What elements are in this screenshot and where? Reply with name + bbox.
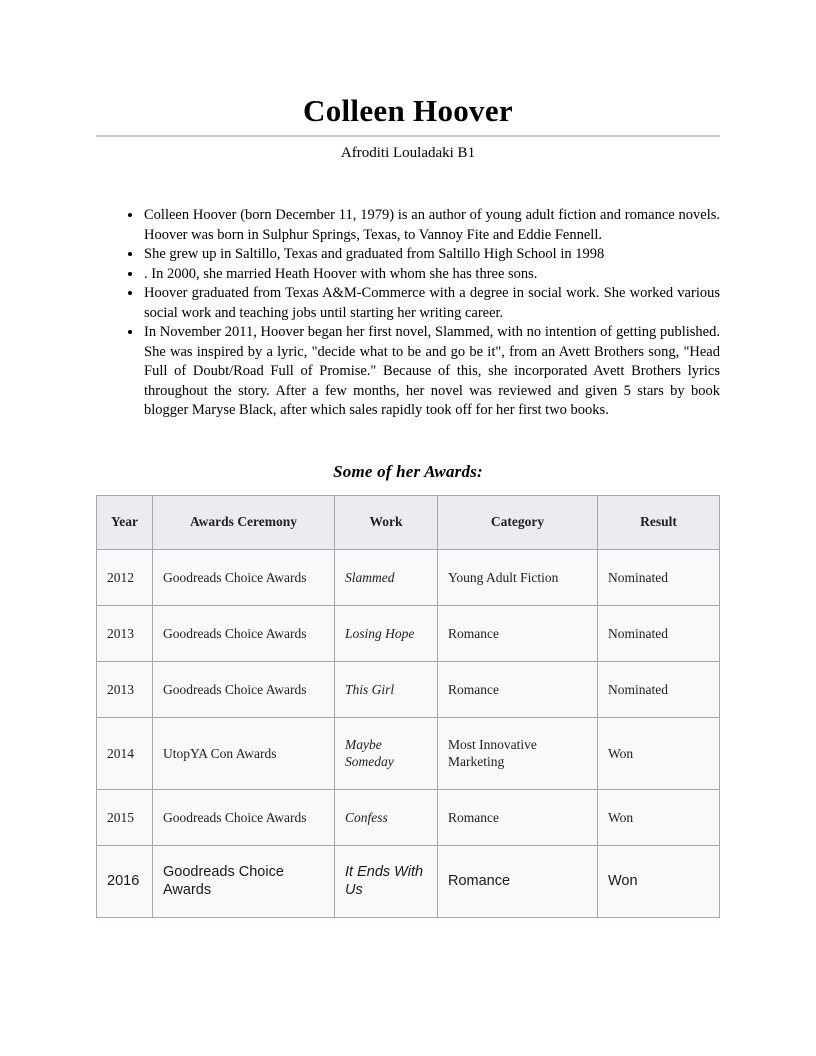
cell-result: Nominated [598, 661, 720, 717]
cell-year: 2013 [97, 605, 153, 661]
page-title: Colleen Hoover [303, 93, 513, 128]
cell-result: Nominated [598, 605, 720, 661]
cell-work: It Ends With Us [335, 845, 438, 917]
cell-ceremony: UtopYA Con Awards [153, 717, 335, 789]
cell-category: Romance [438, 605, 598, 661]
cell-ceremony: Goodreads Choice Awards [153, 549, 335, 605]
bio-bullet-list [96, 206, 720, 421]
bullet-item: • Colleen Hoover (born December 11, 1979) is an author of young adult fiction and romance novels. Hoover was born in Sulphur Springs, Texas, to Vannoy Fite and Eddie Fennell. [143, 206, 720, 245]
table-row [97, 661, 720, 717]
cell-work: Confess [335, 789, 438, 845]
column-header-work: Work [335, 495, 438, 549]
cell-category: Young Adult Fiction [438, 549, 598, 605]
cell-category: Most Innovative Marketing [438, 717, 598, 789]
bullet-item: • Hoover graduated from Texas A&M-Commerce with a degree in social work. She worked various social work and teaching jobs until starting her writing career. [143, 284, 720, 323]
cell-ceremony: Goodreads Choice Awards [153, 789, 335, 845]
cell-year: 2012 [97, 549, 153, 605]
cell-result: Won [598, 845, 720, 917]
page-subtitle: Afroditi Louladaki B1 [340, 145, 476, 161]
cell-year: 2016 [97, 845, 153, 917]
cell-ceremony: Goodreads Choice Awards [153, 605, 335, 661]
table-row [97, 549, 720, 605]
column-header-category: Category [438, 495, 598, 549]
cell-year: 2014 [97, 717, 153, 789]
table-row [97, 717, 720, 789]
cell-year: 2013 [97, 661, 153, 717]
cell-work: Losing Hope [335, 605, 438, 661]
cell-category: Romance [438, 789, 598, 845]
cell-category: Romance [438, 661, 598, 717]
header-row [97, 495, 720, 549]
bullet-item: • She grew up in Saltillo, Texas and graduated from Saltillo High School in 1998 [143, 245, 720, 265]
cell-work: Slammed [335, 549, 438, 605]
column-header-result: Result [598, 495, 720, 549]
bullet-item: • . In 2000, she married Heath Hoover with whom she has three sons. [143, 265, 720, 285]
cell-result: Won [598, 789, 720, 845]
cell-result: Won [598, 717, 720, 789]
awards-table-body [97, 549, 720, 917]
cell-ceremony: Goodreads Choice Awards [153, 661, 335, 717]
awards-heading: Some of her Awards: [333, 461, 483, 481]
column-header-awards-ceremony: Awards Ceremony [153, 495, 335, 549]
cell-year: 2015 [97, 789, 153, 845]
cell-work: This Girl [335, 661, 438, 717]
title-divider [96, 135, 720, 137]
column-header-year: Year [97, 495, 153, 549]
cell-category: Romance [438, 845, 598, 917]
awards-table-header [97, 495, 720, 549]
table-row [97, 789, 720, 845]
cell-work: Maybe Someday [335, 717, 438, 789]
cell-ceremony: Goodreads Choice Awards [153, 845, 335, 917]
awards-table [96, 495, 720, 918]
table-row [97, 605, 720, 661]
table-row [97, 845, 720, 917]
bullet-item: • In November 2011, Hoover began her first novel, Slammed, with no intention of getting published. She was inspired by a lyric, "decide what to be and go be it", from an Avett Brothers song, "Head Full of Doubt/Road Full of Promise." Because of this, she incorporated Avett Brothers lyrics throughout the story. After a few months, her novel was reviewed and given 5 stars by book blogger Maryse Black, after which sales rapidly took off for her first two books. [143, 323, 720, 421]
cell-result: Nominated [598, 549, 720, 605]
document-body [0, 93, 816, 918]
